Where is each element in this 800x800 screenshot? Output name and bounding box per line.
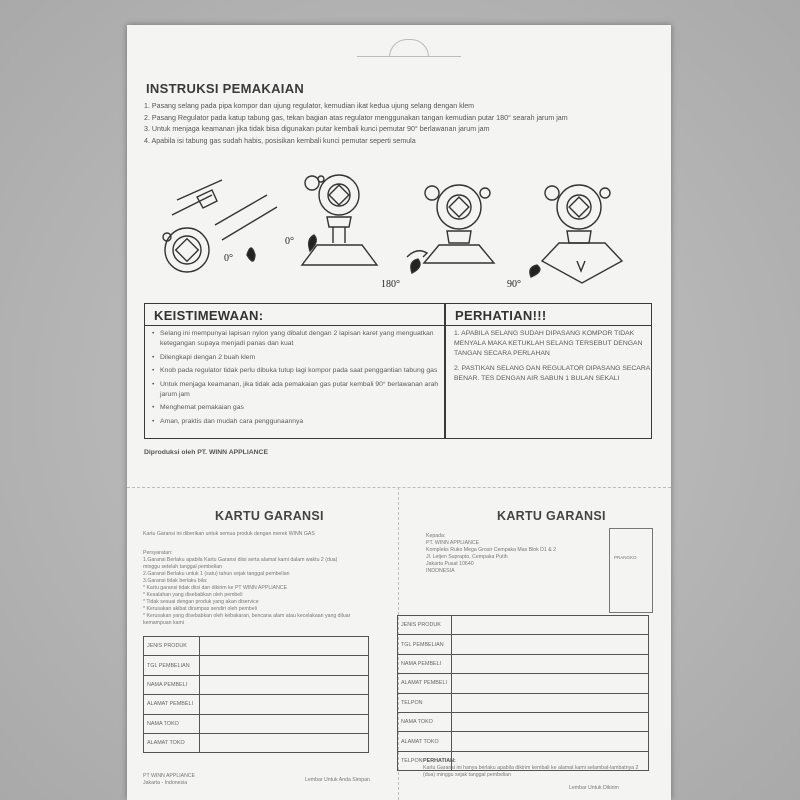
terms-line: 2.Garansi Berlaku untuk 1 (satu) tahun sejak tanggal pembelian — [143, 571, 290, 577]
features-title: KEISTIMEWAAN: — [154, 308, 264, 323]
features-title-rule — [145, 325, 444, 326]
regulator-rotate-90-illustration — [530, 185, 622, 283]
angle-label-4: 90° — [507, 279, 521, 290]
step-1: 1. Pasang selang pada pipa kompor dan ujung regulator, kemudian ikat kedua ujung selang dengan klem — [144, 102, 475, 110]
form-row — [144, 675, 369, 694]
instructions-title: INSTRUKSI PEMAKAIAN — [146, 81, 305, 96]
address-line: Jakarta Pusat 10640 — [426, 561, 474, 567]
terms-heading: Persyaratan: — [143, 550, 173, 556]
regulator-rotate-180-illustration — [407, 185, 494, 273]
field-label: JENIS PRODUK — [398, 616, 452, 635]
features-list — [152, 329, 442, 430]
field-input[interactable] — [452, 712, 649, 731]
feature-item: • Selang ini mempunyai lapisan nylon yang dibalut dengan 2 lapisan karet yang menguatkan ketegangan supaya menjadi panas dan kuat — [152, 329, 442, 349]
angle-label-1: 0° — [224, 253, 233, 264]
kepada-label: Kepada: — [426, 533, 446, 539]
step-3: 3. Untuk menjaga keamanan jika tidak bisa digunakan putar kembali kunci pemutar 90° berlawanan jarum jam — [144, 125, 490, 134]
field-input[interactable] — [200, 714, 369, 733]
hose-clamp-illustration — [163, 180, 277, 272]
warranty-form-right — [397, 615, 649, 771]
address-line: PT. WINN APPLIANCE — [426, 540, 480, 546]
hanger-hole — [389, 39, 429, 57]
field-label: NAMA PEMBELI — [144, 675, 200, 694]
form-row — [398, 712, 649, 731]
installation-illustration — [127, 165, 671, 305]
warnings-list — [454, 329, 650, 389]
feature-item: • Menghemat pemakaian gas — [152, 403, 442, 413]
warnings-title: PERHATIAN!!! — [455, 308, 547, 323]
footer-note-right: Lembar Untuk Dikirim — [569, 785, 619, 791]
field-input[interactable] — [452, 616, 649, 635]
form-row — [398, 674, 649, 693]
field-label: ALAMAT PEMBELI — [144, 695, 200, 714]
warnings-title-rule — [445, 325, 651, 326]
form-row — [144, 733, 369, 752]
stamp-box — [609, 528, 653, 613]
warranty-card-left-title: KARTU GARANSI — [215, 509, 324, 523]
field-label: ALAMAT TOKO — [398, 732, 452, 751]
field-label: JENIS PRODUK — [144, 637, 200, 656]
field-label: NAMA PEMBELI — [398, 654, 452, 673]
field-label: NAMA TOKO — [144, 714, 200, 733]
warranty-terms — [143, 550, 393, 627]
stamp-label: PRANGKO — [614, 555, 637, 560]
field-label: ALAMAT PEMBELI — [398, 674, 452, 693]
terms-line: 3.Garansi tidak berlaku bila: — [143, 578, 208, 584]
form-row — [398, 654, 649, 673]
address-line: INDONESIA — [426, 568, 455, 574]
field-input[interactable] — [200, 733, 369, 752]
warranty-form-left — [143, 636, 369, 753]
footer-company: PT WINN APPLIANCE — [143, 773, 196, 779]
field-input[interactable] — [452, 693, 649, 712]
terms-line: * Kerusakan yang disebabkan oleh kebakaran, bencana alam atau kecelakaan yang diluar — [143, 613, 351, 619]
instruction-card — [127, 25, 671, 800]
field-input[interactable] — [452, 635, 649, 654]
footer-note-left: Lembar Untuk Anda Simpan — [305, 777, 370, 783]
warning-item: 1. APABILA SELANG SUDAH DIPASANG KOMPOR TIDAK MENYALA MAKA KETUKLAH SELANG TERSEBUT DENGAN TANGAN SECARA PERLAHAN — [454, 330, 643, 357]
terms-line: * Kartu garansi tidak diisi dan dikirim ke PT WINN APPLIANCE — [143, 585, 288, 591]
field-label: TELPON — [398, 693, 452, 712]
field-label: TGL PEMBELIAN — [144, 656, 200, 675]
warranty-note — [423, 758, 643, 779]
form-row — [144, 695, 369, 714]
perforation-horizontal — [127, 487, 671, 488]
form-row — [398, 616, 649, 635]
recipient-address — [426, 533, 606, 575]
form-row — [398, 732, 649, 751]
features-warnings-box — [144, 303, 652, 439]
field-input[interactable] — [452, 674, 649, 693]
field-input[interactable] — [452, 654, 649, 673]
regulator-attach-illustration — [302, 175, 377, 265]
feature-item: • Untuk menjaga keamanan, jika tidak ada pemakaian gas putar kembali 90° berlawanan arah jarum jam — [152, 380, 442, 400]
note-heading: PERHATIAN: — [423, 758, 456, 764]
field-label: TELPON — [398, 751, 452, 770]
instructions-steps — [144, 101, 664, 148]
field-input[interactable] — [200, 656, 369, 675]
warranty-card-right-title: KARTU GARANSI — [497, 509, 606, 523]
feature-item: • Knob pada regulator tidak perlu dibuka tutup lagi kompor pada saat penggantian tabung gas — [152, 366, 442, 376]
field-input[interactable] — [452, 732, 649, 751]
warning-item: 2. PASTIKAN SELANG DAN REGULATOR DIPASANG SECARA BENAR. TES DENGAN AIR SABUN 1 BULAN SEKALI — [454, 365, 650, 382]
terms-line: * Tidak sesuai dengan produk yang akan diservice — [143, 599, 259, 605]
field-label: TGL PEMBELIAN — [398, 635, 452, 654]
field-input[interactable] — [200, 637, 369, 656]
terms-line: * Kerusakan akibat dirampas sendiri oleh pembeli — [143, 606, 257, 612]
manufacturer-line: Diproduksi oleh PT. WINN APPLIANCE — [144, 449, 268, 456]
address-line: Jl. Letjen Suprapto, Cempaka Putih — [426, 554, 508, 560]
terms-line: * Kesalahan yang disebabkan oleh pembeli — [143, 592, 243, 598]
step-2: 2. Pasang Regulator pada katup tabung gas, tekan bagian atas regulator menggunakan tangan kemudian putar 180° searah jarum jam — [144, 113, 568, 122]
form-row — [144, 637, 369, 656]
feature-item: • Dilengkapi dengan 2 buah klem — [152, 353, 442, 363]
address-line: Kompleks Ruko Mega Grosir Cempaka Mas Blok D1 & 2 — [426, 547, 557, 553]
field-input[interactable] — [200, 695, 369, 714]
terms-line: kemampuan kami — [143, 620, 184, 626]
angle-label-2: 0° — [285, 236, 294, 247]
note-text: Kartu Garansi ini hanya berlaku apabila dikirim kembali ke alamat kami selambat-lambatnya 2 (dua) minggu sejak tanggal pembelian — [423, 765, 639, 778]
feature-item: • Aman, praktis dan mudah cara penggunaannya — [152, 417, 442, 427]
form-row — [398, 635, 649, 654]
field-label: NAMA TOKO — [398, 712, 452, 731]
form-row — [398, 693, 649, 712]
hanger-slot — [357, 56, 461, 57]
terms-line: 1.Garansi Berlaku apabila Kartu Garansi diisi serta alamat kami dalam waktu 2 (dua) — [143, 557, 338, 563]
footer-country: Jakarta - Indonesia — [143, 780, 188, 786]
step-4: 4. Apabila isi tabung gas sudah habis, posisikan kembali kunci pemutar seperti semula — [144, 137, 416, 146]
footer-company-block — [143, 773, 195, 787]
form-row — [144, 714, 369, 733]
form-row — [144, 656, 369, 675]
field-input[interactable] — [200, 675, 369, 694]
field-label: ALAMAT TOKO — [144, 733, 200, 752]
angle-label-3: 180° — [381, 279, 400, 290]
warranty-intro: Kartu Garansi ini diberikan untuk semua produk dengan merek WINN GAS — [143, 531, 315, 537]
terms-line: minggu setelah tanggal pembelian — [143, 564, 223, 570]
